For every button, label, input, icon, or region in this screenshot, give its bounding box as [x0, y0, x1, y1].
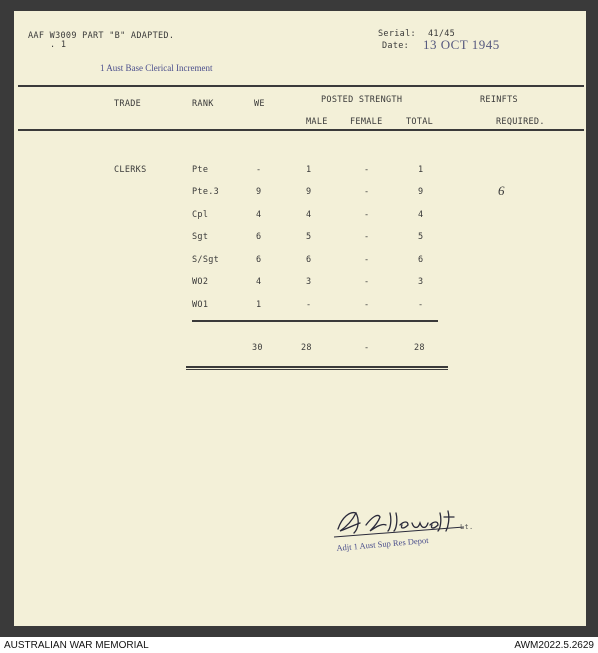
- footer-reference: AWM2022.5.2629: [514, 640, 594, 651]
- col-we: WE: [254, 99, 265, 109]
- row-female: -: [364, 165, 370, 175]
- col-total: TOTAL: [406, 117, 434, 127]
- col-reinfts: REINFTS: [480, 95, 518, 105]
- row-rank: Pte.3: [192, 187, 220, 197]
- serial-value: 41/45: [428, 29, 456, 39]
- row-male: 6: [306, 255, 312, 265]
- row-male: 4: [306, 210, 312, 220]
- row-total: -: [418, 300, 424, 310]
- row-we: 9: [256, 187, 262, 197]
- col-posted-strength: POSTED STRENGTH: [321, 95, 403, 105]
- row-female: -: [364, 210, 370, 220]
- row-we: 1: [256, 300, 262, 310]
- handwritten-signature: [332, 507, 467, 541]
- col-male: MALE: [306, 117, 328, 127]
- row-total: 9: [418, 187, 424, 197]
- col-required: REQUIRED.: [496, 117, 545, 127]
- unit-stamp: 1 Aust Base Clerical Increment: [100, 63, 213, 73]
- row-male: 5: [306, 232, 312, 242]
- header-top-rule: [18, 85, 584, 87]
- archive-footer: [0, 637, 598, 653]
- row-male: 1: [306, 165, 312, 175]
- header-bottom-rule: [18, 129, 584, 131]
- document-page: [14, 11, 586, 626]
- row-we: -: [256, 165, 262, 175]
- serial-label: Serial:: [378, 29, 416, 39]
- signature-rank: Lt.: [460, 523, 474, 531]
- row-rank: Sgt: [192, 232, 209, 242]
- row-rank: Pte: [192, 165, 209, 175]
- row-female: -: [364, 232, 370, 242]
- signature-title-stamp: Adjt 1 Aust Sup Res Depot: [336, 534, 429, 553]
- total-female: -: [364, 343, 370, 353]
- subtotal-rule: [192, 320, 438, 322]
- row-total: 4: [418, 210, 424, 220]
- row-female: -: [364, 300, 370, 310]
- row-female: -: [364, 255, 370, 265]
- total-male: 28: [301, 343, 312, 353]
- row-rank: S/Sgt: [192, 255, 220, 265]
- date-label: Date:: [382, 41, 410, 51]
- total-double-rule-bottom: [186, 369, 448, 370]
- row-we: 6: [256, 232, 262, 242]
- row-rank: Cpl: [192, 210, 209, 220]
- total-double-rule-top: [186, 366, 448, 368]
- row-female: -: [364, 277, 370, 287]
- col-trade: TRADE: [114, 99, 142, 109]
- total-we: 30: [252, 343, 263, 353]
- row-male: -: [306, 300, 312, 310]
- trade-clerks: CLERKS: [114, 165, 147, 175]
- row-male: 3: [306, 277, 312, 287]
- row-we: 4: [256, 210, 262, 220]
- total-total: 28: [414, 343, 425, 353]
- row-total: 1: [418, 165, 424, 175]
- col-female: FEMALE: [350, 117, 383, 127]
- row-rank: WO1: [192, 300, 209, 310]
- page-mark: . 1: [50, 40, 67, 50]
- col-rank: RANK: [192, 99, 214, 109]
- row-rank: WO2: [192, 277, 209, 287]
- footer-institution: AUSTRALIAN WAR MEMORIAL: [4, 640, 149, 651]
- row-total: 6: [418, 255, 424, 265]
- date-stamp: 13 OCT 1945: [423, 37, 500, 52]
- row-we: 6: [256, 255, 262, 265]
- row-we: 4: [256, 277, 262, 287]
- row-total: 5: [418, 232, 424, 242]
- row-required: 6: [498, 183, 505, 198]
- row-female: -: [364, 187, 370, 197]
- row-total: 3: [418, 277, 424, 287]
- row-male: 9: [306, 187, 312, 197]
- form-title: AAF W3009 PART "B" ADAPTED.: [28, 31, 175, 41]
